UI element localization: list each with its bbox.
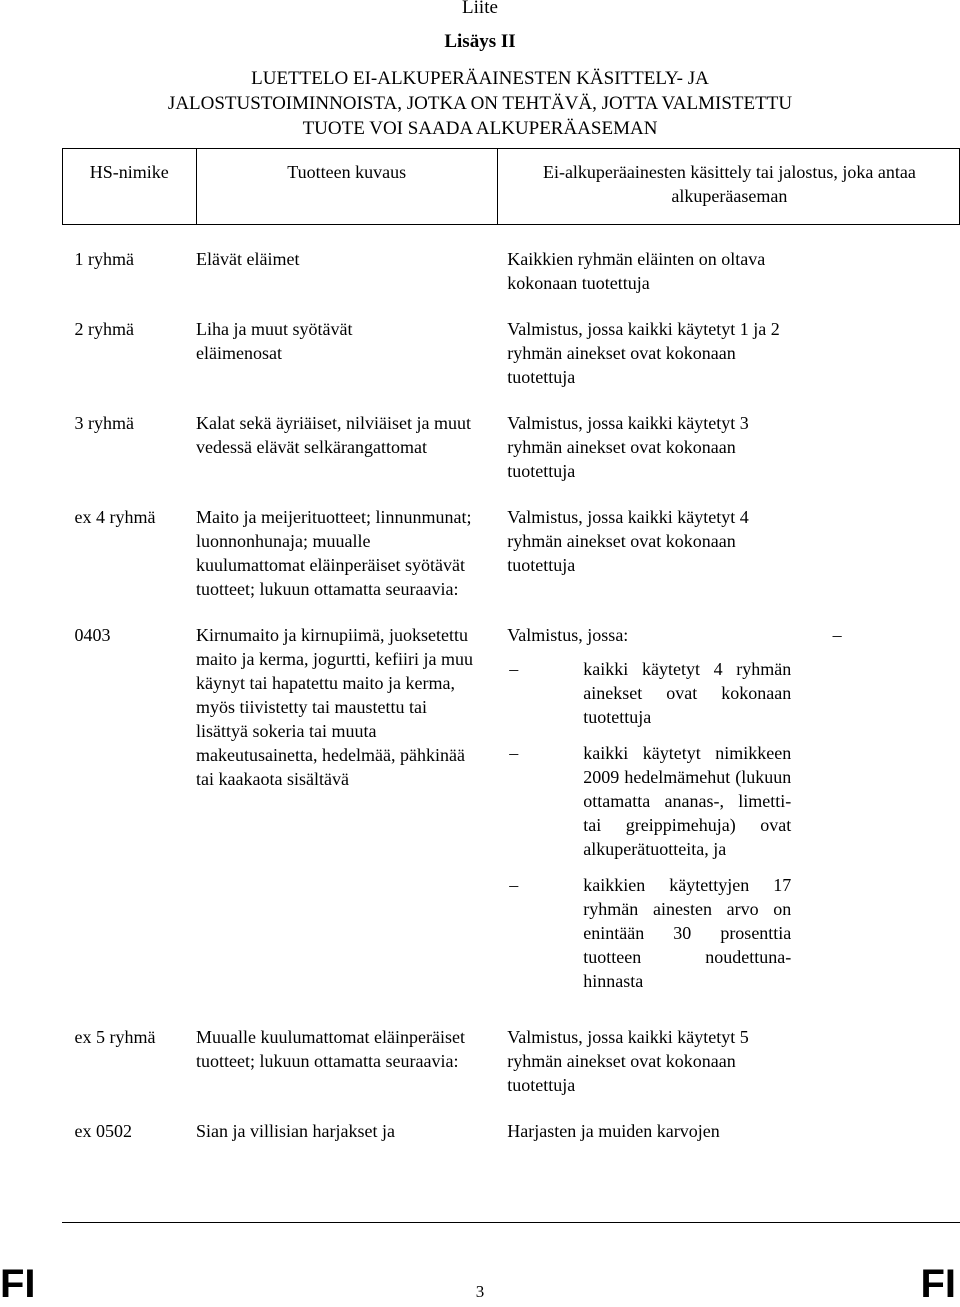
processing-rule: Harjasten ja muiden karvojen xyxy=(507,1121,720,1141)
processing-rule xyxy=(497,601,804,1005)
column-header-description: Tuotteen kuvaus xyxy=(196,149,497,225)
product-description: Maito ja meijerituotteet; linnunmunat; luonnonhunaja; muualle kuulumattomat eläinperäiset syötävät tuotteet; lukuun ottamatta seuraavia: xyxy=(196,507,472,599)
table-row xyxy=(63,483,960,601)
processing-conditions xyxy=(507,657,804,993)
hs-code: ex 4 ryhmä xyxy=(74,507,156,527)
processing-rule: Kaikkien ryhmän eläinten on oltava kokonaan tuotettuja xyxy=(507,249,766,293)
condition-text: kaikkien käytettyjen 17 ryhmän ainesten arvo on enintään 30 prosenttia tuotteen noudettuna-hinnasta xyxy=(583,875,792,991)
column-header-processing: Ei-alkuperäainesten käsittely tai jalostus, joka antaa alkuperäaseman xyxy=(497,149,959,225)
table-bottom-border xyxy=(62,1222,960,1223)
hs-code: 0403 xyxy=(74,625,111,645)
product-description: Kalat sekä äyriäiset, nilviäiset ja muut vedessä elävät selkärangattomat xyxy=(196,413,471,457)
processing-rule: Valmistus, jossa kaikki käytetyt 3 ryhmän ainekset ovat kokonaan tuotettuja xyxy=(507,413,749,481)
hs-code: 2 ryhmä xyxy=(74,319,134,339)
title-line-1: LUETTELO EI-ALKUPERÄAINESTEN KÄSITTELY- JA xyxy=(251,68,709,89)
dash-marker: – xyxy=(509,743,519,763)
table-row xyxy=(63,225,960,296)
dash-marker: – xyxy=(509,875,519,895)
product-description: Elävät eläimet xyxy=(196,249,300,269)
page-number: 3 xyxy=(475,1282,485,1301)
condition-text: kaikki käytetyt 4 ryhmän ainekset ovat kokonaan tuotettuja xyxy=(583,659,792,727)
table-row xyxy=(63,389,960,483)
processing-rule: Valmistus, jossa kaikki käytetyt 5 ryhmän ainekset ovat kokonaan tuotettuja xyxy=(507,1027,749,1095)
column-header-code: HS-nimike xyxy=(63,149,197,225)
product-description: Muualle kuulumattomat eläinperäiset tuotteet; lukuun ottamatta seuraavia: xyxy=(196,1027,465,1071)
hs-code: 1 ryhmä xyxy=(74,249,134,269)
list-item xyxy=(507,741,791,861)
table-header-row xyxy=(63,149,960,225)
table-row xyxy=(63,295,960,389)
hs-code: ex 0502 xyxy=(74,1121,132,1141)
footer-language-right: FI xyxy=(920,1262,956,1306)
processing-rule: Valmistus, jossa kaikki käytetyt 4 ryhmän ainekset ovat kokonaan tuotettuja xyxy=(507,507,749,575)
appendix-label: Liite xyxy=(462,0,498,18)
alternative-rule: – xyxy=(832,625,842,645)
condition-text: kaikki käytetyt nimikkeen 2009 hedelmämehut (lukuun ottamatta ananas-, limetti- tai greippimehuja) ovat alkuperätuotteita, ja xyxy=(583,743,792,859)
table-row xyxy=(63,601,960,1005)
table-row xyxy=(63,1005,960,1097)
title-line-3: TUOTE VOI SAADA ALKUPERÄASEMAN xyxy=(302,118,658,139)
dash-marker: – xyxy=(509,659,519,679)
product-description: Sian ja villisian harjakset ja xyxy=(196,1121,395,1141)
product-description: Kirnumaito ja kirnupiimä, juoksetettu maito ja kerma, jogurtti, kefiiri ja muu käynyt tai hapatettu maito ja kerma, myös tiivistetty tai maustettu tai lisättyä sokeria tai muuta makeutusainetta, hedelmää, pähkinää tai kaakaota sisältävä xyxy=(196,625,473,789)
hs-code: 3 ryhmä xyxy=(74,413,134,433)
document-title xyxy=(60,66,900,141)
table-row xyxy=(63,1097,960,1143)
product-description: Liha ja muut syötävät eläimenosat xyxy=(196,319,353,363)
processing-intro: Valmistus, jossa: xyxy=(507,625,629,645)
annex-title: Lisäys II xyxy=(444,31,516,52)
footer-language-left: FI xyxy=(0,1262,36,1306)
processing-rule: Valmistus, jossa kaikki käytetyt 1 ja 2 ryhmän ainekset ovat kokonaan tuotettuja xyxy=(507,319,780,387)
processing-table xyxy=(62,148,960,1143)
hs-code: ex 5 ryhmä xyxy=(74,1027,156,1047)
list-item xyxy=(507,657,791,729)
title-line-2: JALOSTUSTOIMINNOISTA, JOTKA ON TEHTÄVÄ, JOTTA VALMISTETTU xyxy=(167,93,793,114)
list-item xyxy=(507,873,791,993)
